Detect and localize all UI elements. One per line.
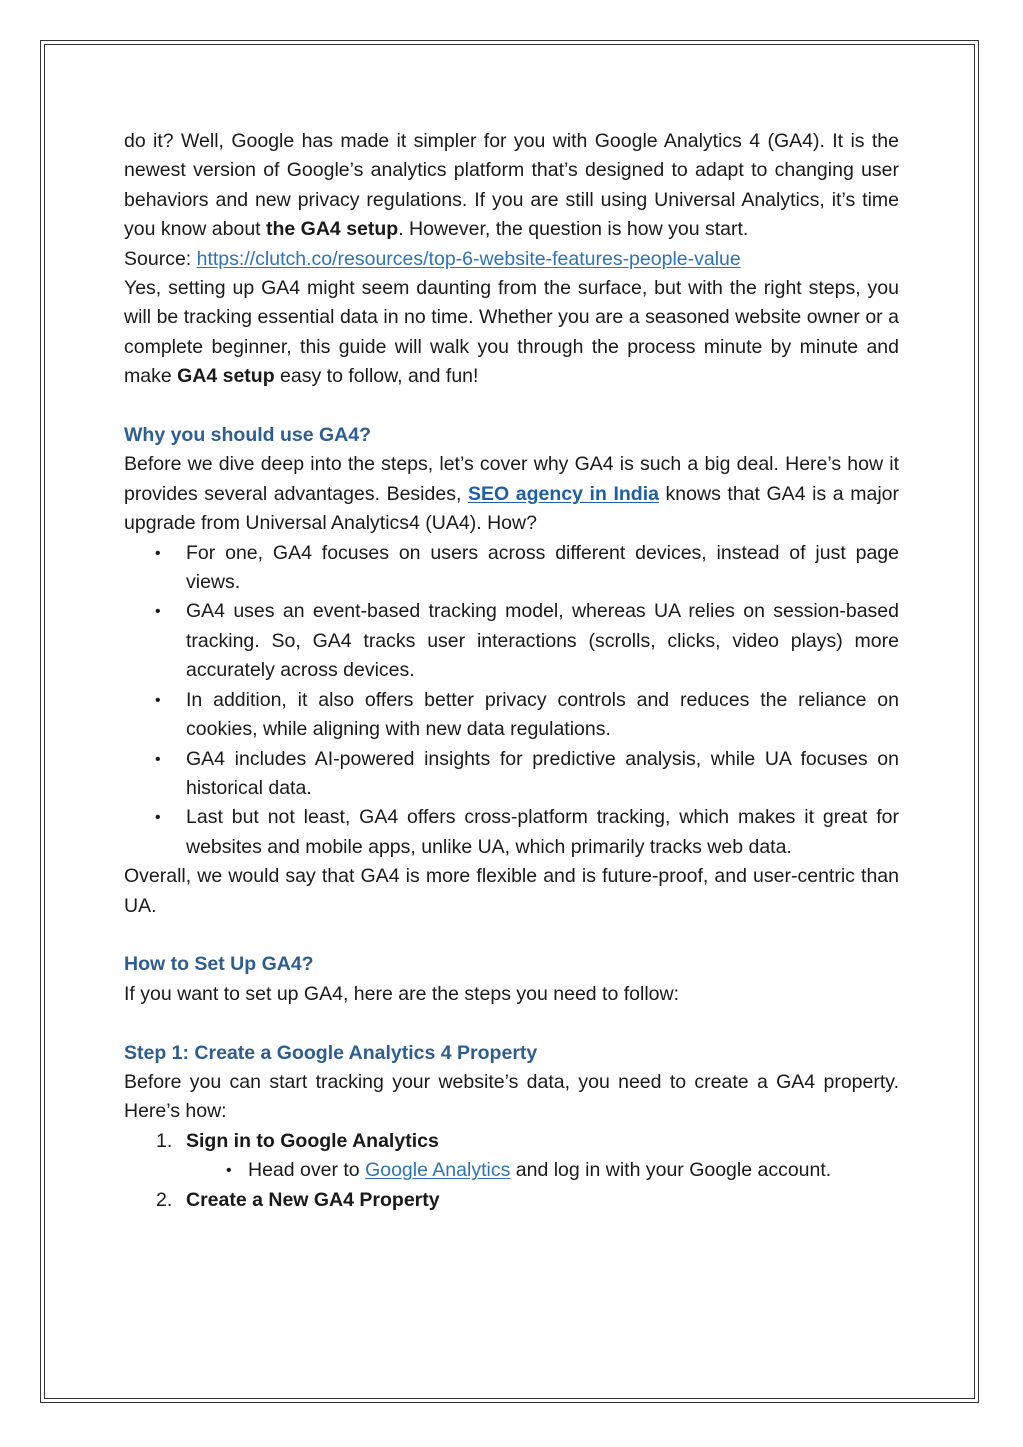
source-link[interactable]: https://clutch.co/resources/top-6-website-features-people-value <box>196 247 741 270</box>
item-title: Create a New GA4 Property <box>186 1188 440 1211</box>
intro2-text-b: easy to follow, and fun! <box>274 365 479 388</box>
intro-bold-ga4-setup: the GA4 setup <box>266 218 399 241</box>
why-heading: Why you should use GA4? <box>124 424 372 447</box>
spacer <box>124 921 899 950</box>
sub-list-item <box>186 1156 899 1185</box>
howto-heading: How to Set Up GA4? <box>124 953 314 976</box>
why-text-a: Before we dive deep into the steps, let’s cover why GA4 is such a big deal. Here’s how it provides several advantages. Besides, <box>124 453 899 505</box>
item-number: 1. <box>156 1129 173 1152</box>
source-label: Source: <box>124 247 197 270</box>
intro2-text-a: Yes, setting up GA4 might seem daunting from the surface, but with the right steps, you will be tracking essential data in no time. Whether you are a seasoned website owner or a complete beginner, this guide will walk you through the process minute by minute and make <box>124 277 899 388</box>
seo-agency-link[interactable]: SEO agency in India <box>467 482 659 505</box>
intro-paragraph-2 <box>124 274 899 392</box>
spacer <box>124 1009 899 1038</box>
why-conclusion: Overall, we would say that GA4 is more flexible and is future-proof, and user-centric than UA. <box>124 865 899 917</box>
intro-paragraph <box>124 127 899 245</box>
source-line <box>124 245 899 274</box>
step1-numbered-list <box>124 1127 899 1215</box>
list-item: • GA4 uses an event-based tracking model, whereas UA relies on session-based tracking. So, GA4 tracks user interactions (scrolls, clicks, video plays) more accurately across devices. <box>124 597 899 685</box>
list-item <box>124 1186 899 1215</box>
spacer <box>124 392 899 421</box>
sub-text-b: and log in with your Google account. <box>510 1159 832 1182</box>
document-body <box>124 127 899 1215</box>
list-item: • For one, GA4 focuses on users across different devices, instead of just page views. <box>124 539 899 598</box>
step1-text: Before you can start tracking your website’s data, you need to create a GA4 property. Here’s how: <box>124 1070 899 1123</box>
list-item: • In addition, it also offers better privacy controls and reduces the reliance on cookies, while aligning with new data regulations. <box>124 686 899 745</box>
list-item <box>124 1127 899 1186</box>
sub-bullet-list <box>186 1156 899 1185</box>
why-text-b: knows that GA4 is a major upgrade from Universal Analytics4 (UA4). How? <box>124 482 899 535</box>
why-bullet-list <box>124 539 899 862</box>
google-analytics-link[interactable]: Google Analytics <box>365 1159 511 1182</box>
step1-heading: Step 1: Create a Google Analytics 4 Property <box>124 1041 538 1064</box>
howto-text: If you want to set up GA4, here are the steps you need to follow: <box>124 982 679 1005</box>
intro-text-b: . However, the question is how you start. <box>398 218 749 241</box>
intro2-bold-ga4-setup: GA4 setup <box>177 365 275 388</box>
intro-text-a: do it? Well, Google has made it simpler for you with Google Analytics 4 (GA4). It is the newest version of Google’s analytics platform that’s designed to adapt to changing user behaviors and new privacy regulations. If you are still using Universal Analytics, it’s time you know about <box>124 130 899 241</box>
sub-text-a: Head over to <box>248 1159 366 1182</box>
item-title: Sign in to Google Analytics <box>186 1129 439 1152</box>
item-number: 2. <box>156 1188 173 1211</box>
list-item: • Last but not least, GA4 offers cross-platform tracking, which makes it great for websites and mobile apps, unlike UA, which primarily tracks web data. <box>124 803 899 862</box>
list-item: • GA4 includes AI-powered insights for predictive analysis, while UA focuses on historical data. <box>124 745 899 804</box>
why-paragraph <box>124 450 899 538</box>
